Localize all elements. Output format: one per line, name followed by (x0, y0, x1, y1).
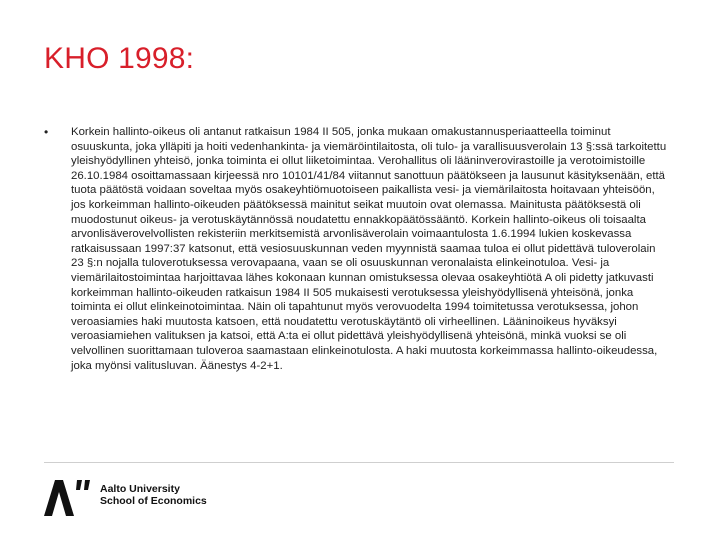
slide-body-text: Korkein hallinto-oikeus oli antanut ratkaisun 1984 II 505, jonka mukaan omakustannusperiaatteella toiminut osuuskunta, joka ylläpiti ja hoiti vedenhankinta- ja viemäröintilaitosta, oli tulo- ja varallisuusverolain 13 §:ssä tarkoitettu yleishyödyllinen yhteisö, jonka toiminta ei ollut liiketoimintaa. Verohallitus oli lääninverovirastoille ja verotoimistoille 26.10.1984 osoittamassaan kirjeessä nro 10101/41/84 viitannut sanottuun päätökseen ja lausunut käsityksenään, että tuota päätöstä voidaan soveltaa myös osakeyhtiömuotoiseen paikallista vesi- ja viemärilaitosta hoitavaan yhteisöön, jos korkeimman hallinto-oikeuden päätöksessä mainitut seikat muutoin ovat olemassa. Mainitusta päätöksestä oli muodostunut oikeus- ja verotuskäytännössä noudatettu ennakkopäätössääntö. Korkein hallinto-oikeus oli toisaalta arvonlisäverovelvollisten rekisteriin merkitsemistä arvonlisäverolain voimaantulosta 1.6.1994 lukien koskevassa ratkaisussaan 1997:37 katsonut, että vesiosuuskunnan veden myynnistä saamaa tuloa ei ollut pidettävä tuloverolain 23 §:n nojalla tuloverotuksessa verovapaana, vaan se oli osuuskunnan veronalaista elinkeinotuloa. Vesi- ja viemärilaitostoimintaa harjoittavaa lähes kokonaan kunnan omistuksessa olevaa osakeyhtiötä A oli pidetty jatkuvasti korkeimman hallinto-oikeuden ratkaisun 1984 II 505 mukaisesti verotuksessa yleishyödyllisenä yhteisönä, jonka toiminta ei ollut elinkeinotoimintaa. Näin oli tapahtunut myös verovuodelta 1994 toimitetussa verotuksessa, johon veroasiamies haki muutosta katsoen, että noudatettu verotuskäytäntö oli virheellinen. Lääninoikeus hyväksyi veroasiamiehen valituksen ja katsoi, että A:ta ei ollut pidettävä yleishyödyllisenä yhteisönä, minkä vuoksi se oli velvollinen suorittamaan tuloveroa saamastaan elinkeinotulosta. A haki muutosta korkeimmassa hallinto-oikeudessa, joka myönsi valitusluvan. Äänestys 4-2+1. (71, 126, 667, 372)
logo-line-school: School of Economics (100, 495, 207, 507)
aalto-a-logo-icon (44, 480, 96, 516)
aalto-logo (44, 476, 244, 516)
slide-title: KHO 1998: (44, 42, 195, 75)
footer-divider (44, 462, 674, 463)
logo-line-university: Aalto University (100, 483, 180, 495)
aalto-logo-text (100, 483, 207, 507)
bullet-marker: • (44, 125, 49, 139)
